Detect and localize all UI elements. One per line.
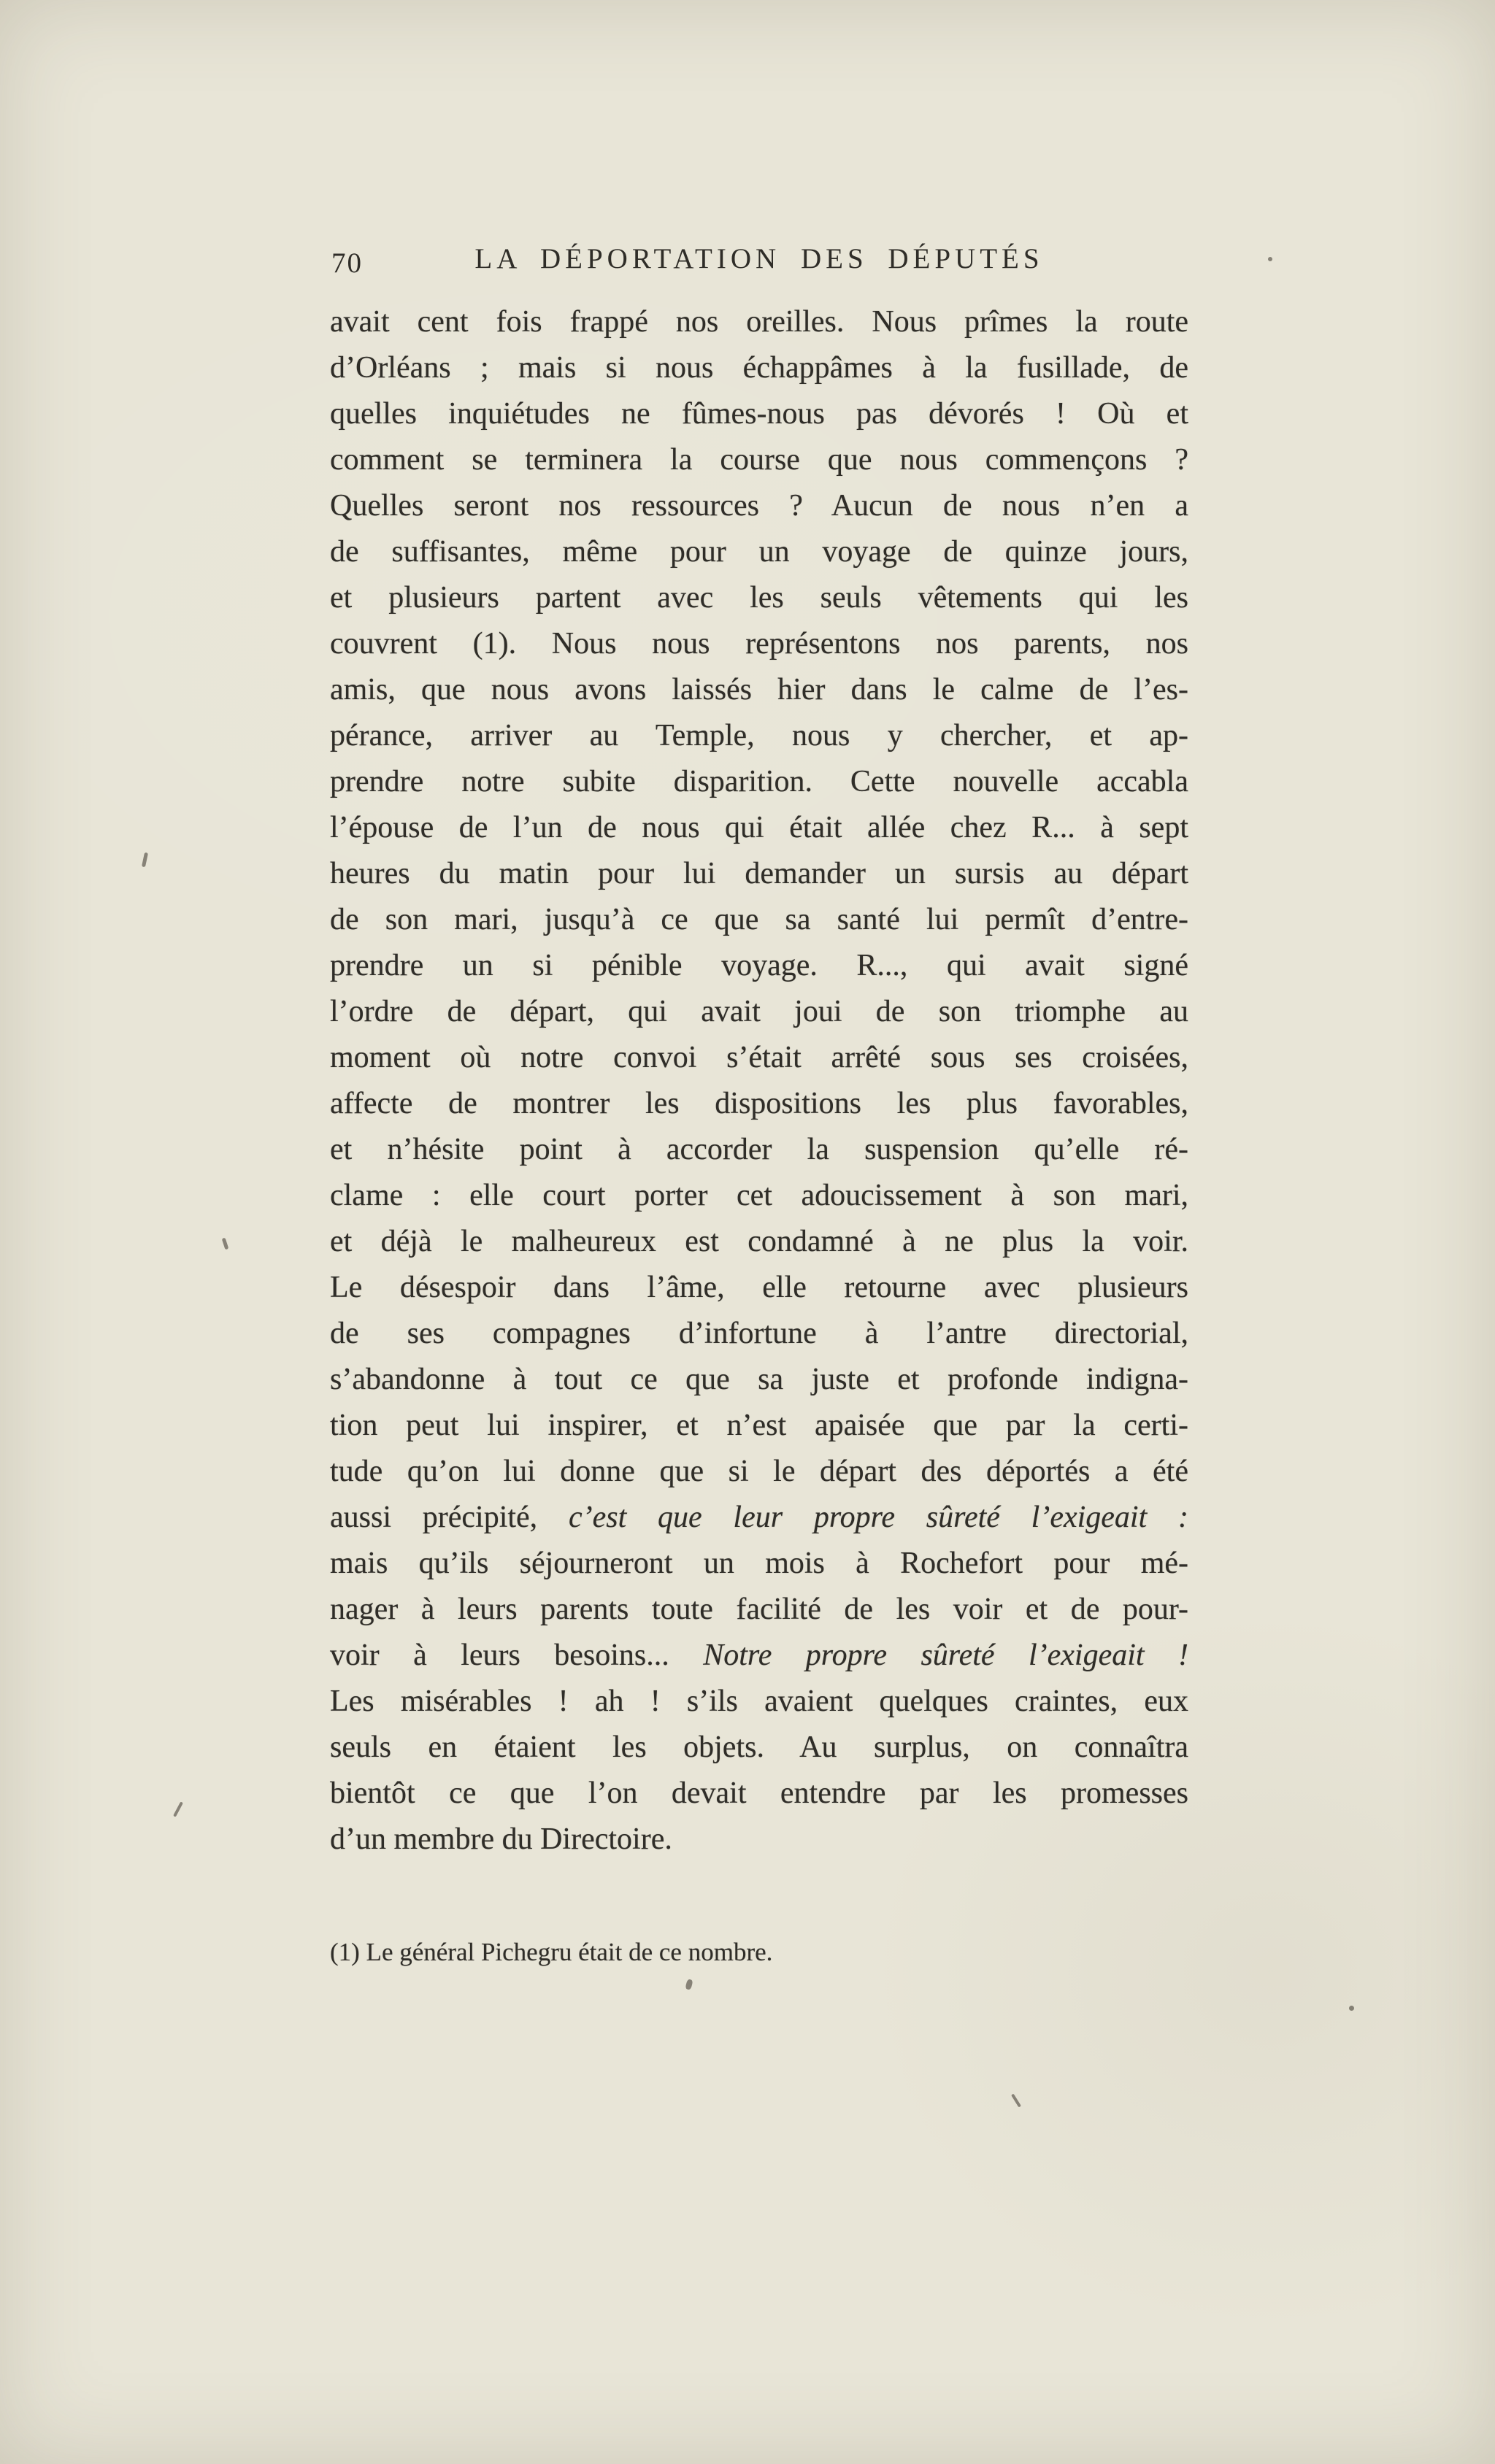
text-line	[330, 1173, 1188, 1219]
scan-speck	[142, 852, 148, 868]
text-segment: avait cent fois frappé nos oreilles. Nous prîmes la route	[330, 305, 1188, 339]
text-segment: prendre notre subite disparition. Cette nouvelle accabla	[330, 765, 1188, 798]
text-segment: amis, que nous avons laissés hier dans le calme de l’es-	[330, 673, 1188, 707]
text-line	[330, 1725, 1188, 1771]
scan-speck	[1011, 2093, 1021, 2107]
text-segment: et n’hésite point à accorder la suspension qu’elle ré-	[330, 1133, 1188, 1166]
text-line	[330, 1081, 1188, 1127]
text-segment: de suffisantes, même pour un voyage de quinze jours,	[330, 535, 1188, 569]
text-line	[330, 299, 1188, 345]
text-segment: mais qu’ils séjourneront un mois à Rochefort pour mé-	[330, 1547, 1188, 1580]
text-line	[330, 1449, 1188, 1495]
text-line	[330, 621, 1188, 667]
italic-text-segment: c’est que leur propre sûreté l’exigeait :	[568, 1501, 1188, 1534]
text-line	[330, 989, 1188, 1035]
italic-text-segment: Notre propre sûreté l’exigeait !	[703, 1639, 1188, 1672]
text-line	[330, 759, 1188, 805]
text-line	[330, 1127, 1188, 1173]
text-line	[330, 437, 1188, 483]
text-segment: de son mari, jusqu’à ce que sa santé lui permît d’entre-	[330, 903, 1188, 936]
text-line	[330, 1311, 1188, 1357]
text-line	[330, 1265, 1188, 1311]
scan-speck	[1268, 257, 1272, 261]
text-segment: d’un membre du Directoire.	[330, 1822, 672, 1856]
page-number: 70	[331, 247, 363, 279]
text-segment: l’ordre de départ, qui avait joui de son triomphe au	[330, 995, 1188, 1028]
text-line	[330, 575, 1188, 621]
text-segment: d’Orléans ; mais si nous échappâmes à la fusillade, de	[330, 351, 1188, 385]
text-line	[330, 713, 1188, 759]
text-segment: et déjà le malheureux est condamné à ne plus la voir.	[330, 1225, 1188, 1258]
text-segment: de ses compagnes d’infortune à l’antre directorial,	[330, 1317, 1188, 1350]
text-segment: seuls en étaient les objets. Au surplus, on connaîtra	[330, 1730, 1188, 1764]
text-segment: couvrent (1). Nous nous représentons nos parents, nos	[330, 627, 1188, 661]
text-line	[330, 1403, 1188, 1449]
text-segment: quelles inquiétudes ne fûmes-nous pas dévorés ! Où et	[330, 397, 1188, 431]
text-line	[330, 391, 1188, 437]
text-segment: prendre un si pénible voyage. R..., qui avait signé	[330, 949, 1188, 982]
body-text	[330, 299, 1188, 1863]
text-segment: voir à leurs besoins...	[330, 1639, 704, 1672]
text-segment: s’abandonne à tout ce que sa juste et profonde indigna-	[330, 1363, 1188, 1396]
text-segment: Le désespoir dans l’âme, elle retourne avec plusieurs	[330, 1271, 1188, 1304]
text-line	[330, 1357, 1188, 1403]
scan-speck	[685, 1979, 693, 1990]
text-line	[330, 1541, 1188, 1587]
footnote: (1) Le général Pichegru était de ce nombre.	[330, 1938, 773, 1966]
text-segment: affecte de montrer les dispositions les plus favorables,	[330, 1087, 1188, 1120]
text-line	[330, 667, 1188, 713]
page-header	[330, 242, 1188, 283]
text-segment: tude qu’on lui donne que si le départ des déportés a été	[330, 1455, 1188, 1488]
text-line	[330, 529, 1188, 575]
text-segment: clame : elle court porter cet adoucissement à son mari,	[330, 1179, 1188, 1212]
text-segment: comment se terminera la course que nous commençons ?	[330, 443, 1188, 477]
scan-speck	[1349, 2006, 1354, 2011]
text-line	[330, 1633, 1188, 1679]
text-segment: aussi précipité,	[330, 1501, 569, 1534]
text-segment: nager à leurs parents toute facilité de les voir et de pour-	[330, 1593, 1188, 1626]
text-segment: bientôt ce que l’on devait entendre par les promesses	[330, 1776, 1188, 1810]
text-line	[330, 345, 1188, 391]
text-line	[330, 1679, 1188, 1725]
text-segment: heures du matin pour lui demander un sursis au départ	[330, 857, 1188, 890]
text-line	[330, 943, 1188, 989]
text-line	[330, 483, 1188, 529]
text-line	[330, 1035, 1188, 1081]
text-segment: tion peut lui inspirer, et n’est apaisée que par la certi-	[330, 1409, 1188, 1442]
text-segment: moment où notre convoi s’était arrêté sous ses croisées,	[330, 1041, 1188, 1074]
text-segment: l’épouse de l’un de nous qui était allée chez R... à sept	[330, 811, 1188, 844]
text-line	[330, 805, 1188, 851]
text-line	[330, 1219, 1188, 1265]
scan-speck	[173, 1801, 183, 1817]
text-segment: pérance, arriver au Temple, nous y chercher, et ap-	[330, 719, 1188, 752]
text-line	[330, 851, 1188, 897]
scan-speck	[222, 1238, 229, 1250]
text-line	[330, 897, 1188, 943]
text-line	[330, 1771, 1188, 1817]
text-line	[330, 1495, 1188, 1541]
text-line	[330, 1587, 1188, 1633]
running-title: LA DÉPORTATION DES DÉPUTÉS	[474, 243, 1044, 274]
text-line	[330, 1817, 1188, 1863]
text-segment: et plusieurs partent avec les seuls vêtements qui les	[330, 581, 1188, 615]
text-segment: Quelles seront nos ressources ? Aucun de nous n’en a	[330, 489, 1188, 523]
text-segment: Les misérables ! ah ! s’ils avaient quelques craintes, eux	[330, 1685, 1188, 1718]
